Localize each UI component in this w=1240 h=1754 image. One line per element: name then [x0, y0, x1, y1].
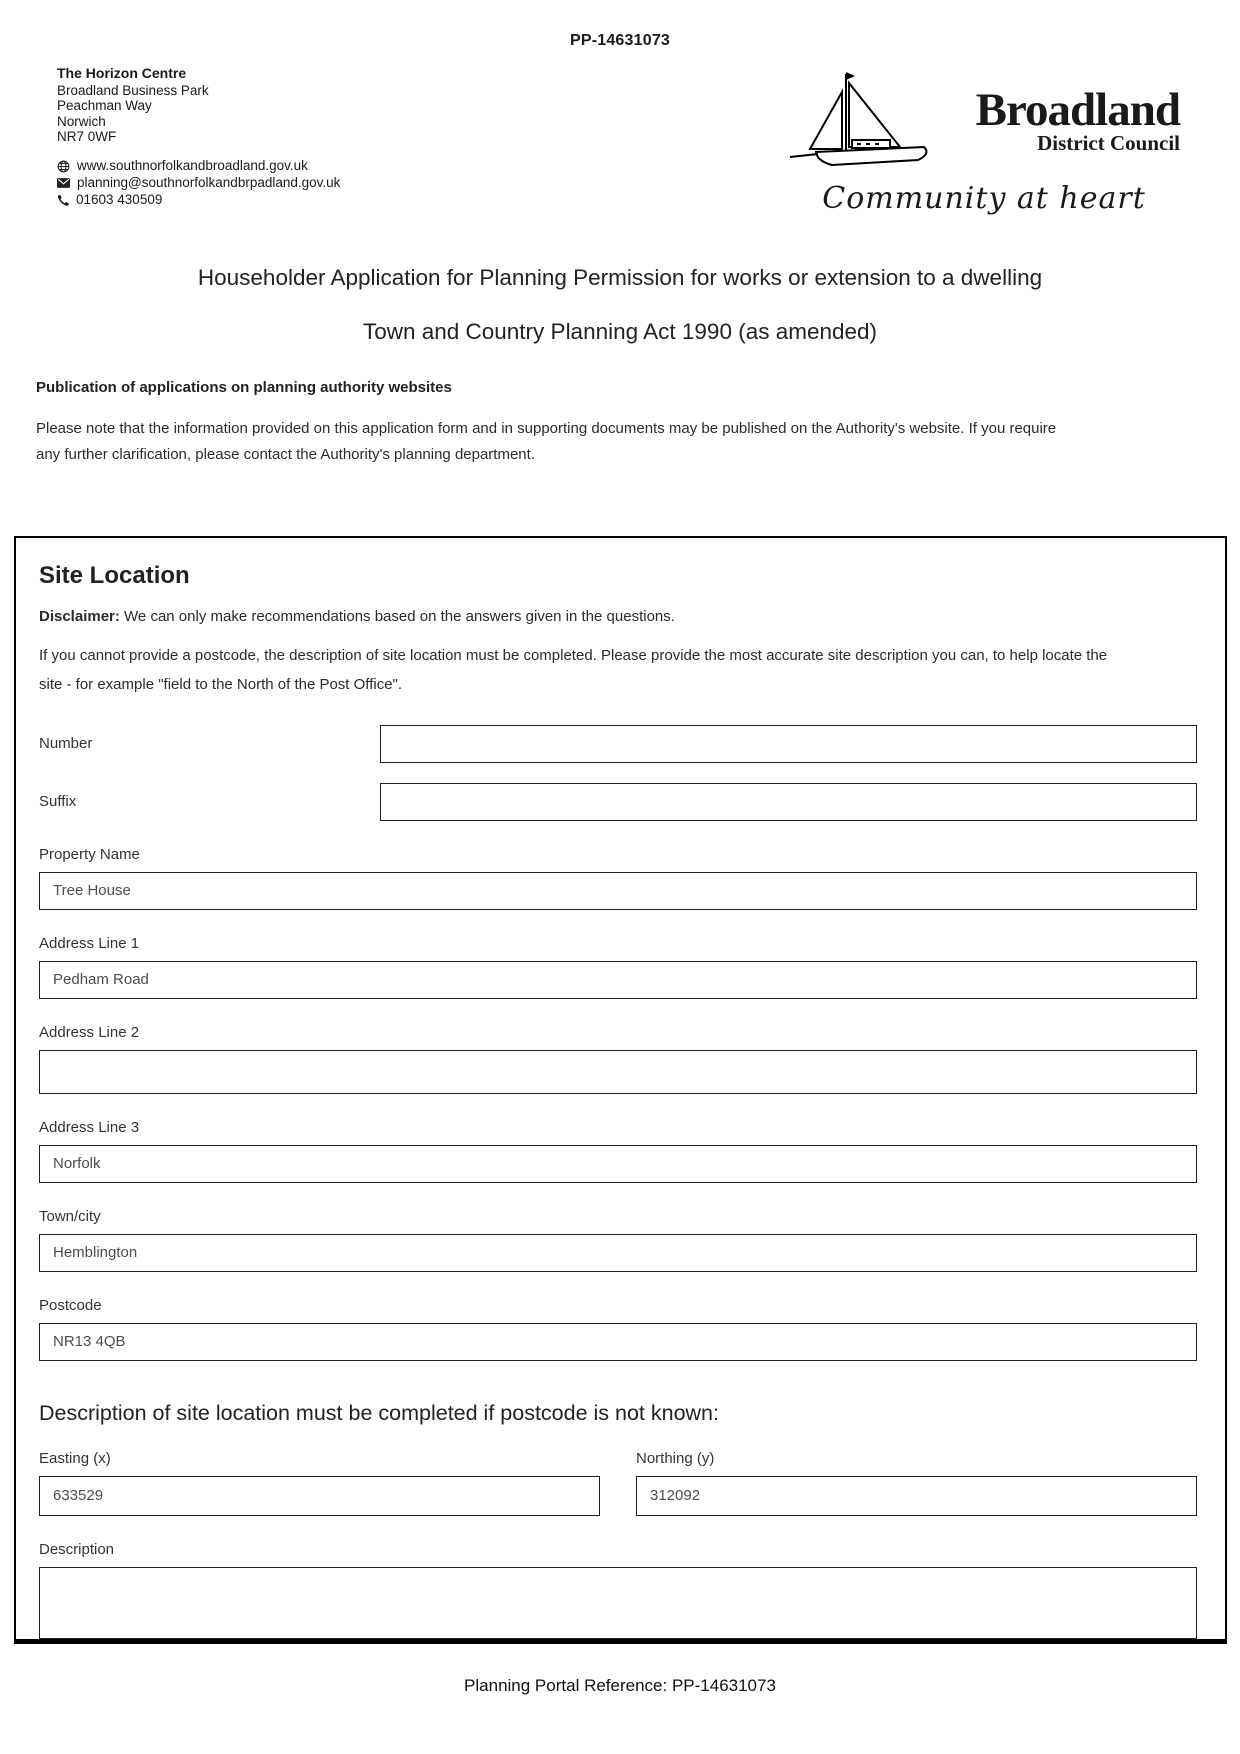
- address-line: Broadland Business Park: [57, 82, 209, 98]
- field-suffix: [39, 783, 1197, 821]
- form-statute: Town and Country Planning Act 1990 (as amended): [362, 318, 878, 344]
- easting-input[interactable]: [39, 1476, 600, 1516]
- suffix-input[interactable]: [380, 783, 1197, 821]
- address-line-2-input[interactable]: [39, 1050, 1197, 1094]
- postcode-input[interactable]: [39, 1323, 1197, 1361]
- address-name: The Horizon Centre: [57, 65, 187, 81]
- publication-note-body: Please note that the information provided on this application form and in supporting documents may be published on the Authority's website. If you require any further clarification, please contact the Authority's planning department.: [36, 419, 1057, 463]
- sailboat-icon: [788, 68, 940, 182]
- field-postcode: [39, 1297, 1197, 1361]
- suffix-label: Suffix: [39, 793, 77, 810]
- postcode-label: Postcode: [39, 1296, 102, 1314]
- address-line: NR7 0WF: [57, 129, 117, 144]
- address-line-1-input[interactable]: [39, 961, 1197, 999]
- field-northing: [636, 1450, 1197, 1516]
- site-location-intro: If you cannot provide a postcode, the description of site location must be completed. Please provide the most accurate site description you can, to help locate the site - for example "field to the North of the Post Office".: [39, 646, 1108, 693]
- property-name-label: Property Name: [39, 845, 140, 863]
- publication-note: [36, 379, 1204, 468]
- field-description: [39, 1541, 1197, 1644]
- address-line: Norwich: [57, 113, 106, 129]
- easting-label: Easting (x): [39, 1449, 111, 1467]
- field-address-line-2: [39, 1024, 1197, 1094]
- form-title: Householder Application for Planning Permission for works or extension to a dwelling: [197, 264, 1043, 290]
- number-label: Number: [39, 735, 93, 752]
- property-name-input[interactable]: [39, 872, 1197, 910]
- website-text: www.southnorfolkandbroadland.gov.uk: [77, 158, 308, 174]
- disclaimer: [39, 608, 1197, 625]
- address-line-1-label: Address Line 1: [39, 934, 140, 952]
- address-line-3-input[interactable]: [39, 1145, 1197, 1183]
- logo-wordmark: [975, 84, 1180, 155]
- number-input[interactable]: [380, 725, 1197, 763]
- phone-row: [57, 192, 340, 209]
- site-location-section: [14, 536, 1227, 1644]
- phone-text: 01603 430509: [76, 192, 163, 208]
- field-easting: [39, 1450, 600, 1516]
- town-city-input[interactable]: [39, 1234, 1197, 1272]
- publication-note-heading: Publication of applications on planning authority websites: [36, 378, 452, 396]
- logo-tagline: Community at heart: [822, 181, 1146, 216]
- field-address-line-3: [39, 1119, 1197, 1183]
- application-reference: PP-14631073: [569, 32, 671, 49]
- disclaimer-label: Disclaimer:: [39, 607, 120, 625]
- northing-label: Northing (y): [636, 1449, 715, 1467]
- field-address-line-1: [39, 935, 1197, 999]
- town-city-label: Town/city: [39, 1207, 101, 1225]
- letterhead: [57, 65, 1180, 216]
- disclaimer-text: We can only make recommendations based on the answers given in the questions.: [124, 607, 675, 625]
- address-line: Peachman Way: [57, 98, 152, 113]
- council-address-block: [57, 66, 340, 209]
- address-line-2-label: Address Line 2: [39, 1023, 140, 1041]
- section-heading: Site Location: [39, 561, 190, 589]
- council-logo: [788, 66, 1180, 216]
- envelope-icon: [57, 178, 70, 188]
- description-textarea[interactable]: [39, 1567, 1197, 1639]
- field-number: [39, 725, 1197, 763]
- email-text: planning@southnorfolkandbrpadland.gov.uk: [77, 175, 341, 191]
- description-heading: Description of site location must be completed if postcode is not known:: [39, 1400, 719, 1425]
- logo-subtitle: District Council: [1037, 131, 1180, 155]
- coordinates-row: [39, 1450, 1197, 1516]
- field-town-city: [39, 1208, 1197, 1272]
- northing-input[interactable]: [636, 1476, 1197, 1516]
- field-property-name: [39, 846, 1197, 910]
- contact-list: [57, 158, 340, 209]
- phone-icon: [57, 194, 69, 206]
- planning-portal-reference: Planning Portal Reference: PP-14631073: [464, 1675, 776, 1695]
- address-line-3-label: Address Line 3: [39, 1118, 140, 1136]
- globe-icon: [57, 160, 70, 173]
- website-row: [57, 158, 340, 175]
- email-row: [57, 175, 340, 192]
- logo-name: Broadland: [975, 84, 1180, 136]
- description-label: Description: [39, 1540, 115, 1558]
